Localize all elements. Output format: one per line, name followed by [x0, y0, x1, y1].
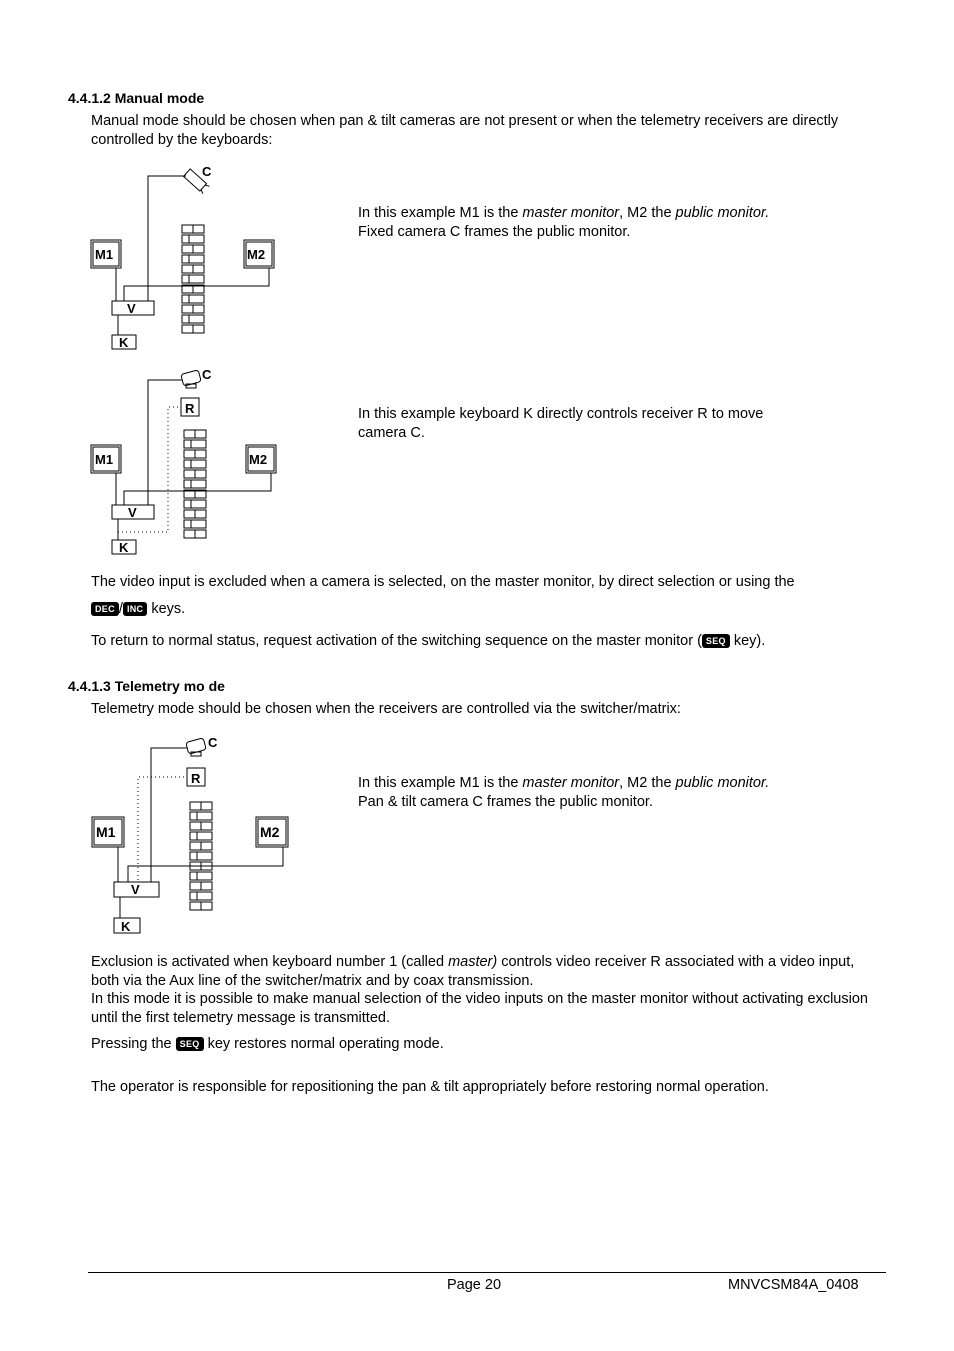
seq-key: SEQ: [702, 634, 730, 648]
svg-text:K: K: [121, 919, 131, 934]
telemetry-para-operator: The operator is responsible for repositioning the pan & tilt appropriately before restoring normal operation.: [91, 1079, 769, 1095]
svg-text:C: C: [208, 735, 218, 750]
telemetry-para-seq: Pressing the SEQ key restores normal operating mode.: [91, 1036, 444, 1052]
example3-text: In this example M1 is the master monitor, M2 the public monitor. Pan & tilt camera C frames the public monitor.: [358, 775, 770, 810]
example2-text: In this example keyboard K directly controls receiver R to move camera C.: [358, 406, 764, 441]
dec-key: DEC: [91, 602, 119, 616]
section-heading-telemetry: 4.4.1.3 Telemetry mo de: [68, 678, 225, 694]
svg-text:M2: M2: [249, 452, 268, 467]
diagram-fixed-camera: [88, 162, 288, 352]
svg-text:C: C: [202, 367, 212, 382]
footer-rule: [88, 1272, 886, 1273]
inc-key: INC: [123, 602, 147, 616]
svg-text:R: R: [185, 401, 195, 416]
footer-page: Page 20: [447, 1277, 502, 1293]
telemetry-intro: Telemetry mode should be chosen when the receivers are controlled via the switcher/matrix:: [91, 701, 681, 717]
manual-para-return: To return to normal status, request activation of the switching sequence on the master monitor ( SEQ key).: [91, 633, 766, 649]
svg-text:M1: M1: [95, 452, 114, 467]
label-m1: M1: [95, 247, 114, 262]
telemetry-para-exclusion: Exclusion is activated when keyboard number 1 (called master) controls video receiver R associated with a video input, both via the Aux line of the switcher/matrix and by coax transmission. In this mode it is possible to make manual selection of the video inputs on the master monitor without activating exclusion until the first telemetry message is transmitted.: [91, 954, 868, 1026]
manual-intro: Manual mode should be chosen when pan & tilt cameras are not present or when the telemetry receivers are directly controlled by the keyboards:: [91, 113, 839, 148]
svg-text:C: C: [202, 164, 212, 179]
section-heading-manual: 4.4.1.2 Manual mode: [68, 90, 205, 106]
footer-doc-code: MNVCSM84A_0408: [728, 1277, 859, 1293]
label-m2: M2: [247, 247, 266, 262]
manual-para-exclusion: The video input is excluded when a camera is selected, on the master monitor, by direct selection or using the DEC / INC keys.: [91, 574, 795, 617]
svg-text:R: R: [191, 771, 201, 786]
seq-key-2: SEQ: [176, 1037, 204, 1051]
diagram-keyboard-receiver: [88, 364, 288, 556]
svg-text:V: V: [131, 882, 140, 897]
svg-text:M2: M2: [260, 824, 280, 840]
svg-text:K: K: [119, 540, 129, 555]
svg-text:V: V: [127, 301, 136, 316]
svg-text:V: V: [128, 505, 137, 520]
svg-text:K: K: [119, 335, 129, 350]
svg-text:M1: M1: [96, 824, 116, 840]
diagram-telemetry: [88, 734, 298, 936]
example1-text: In this example M1 is the master monitor, M2 the public monitor. Fixed camera C frames the public monitor.: [358, 205, 770, 240]
